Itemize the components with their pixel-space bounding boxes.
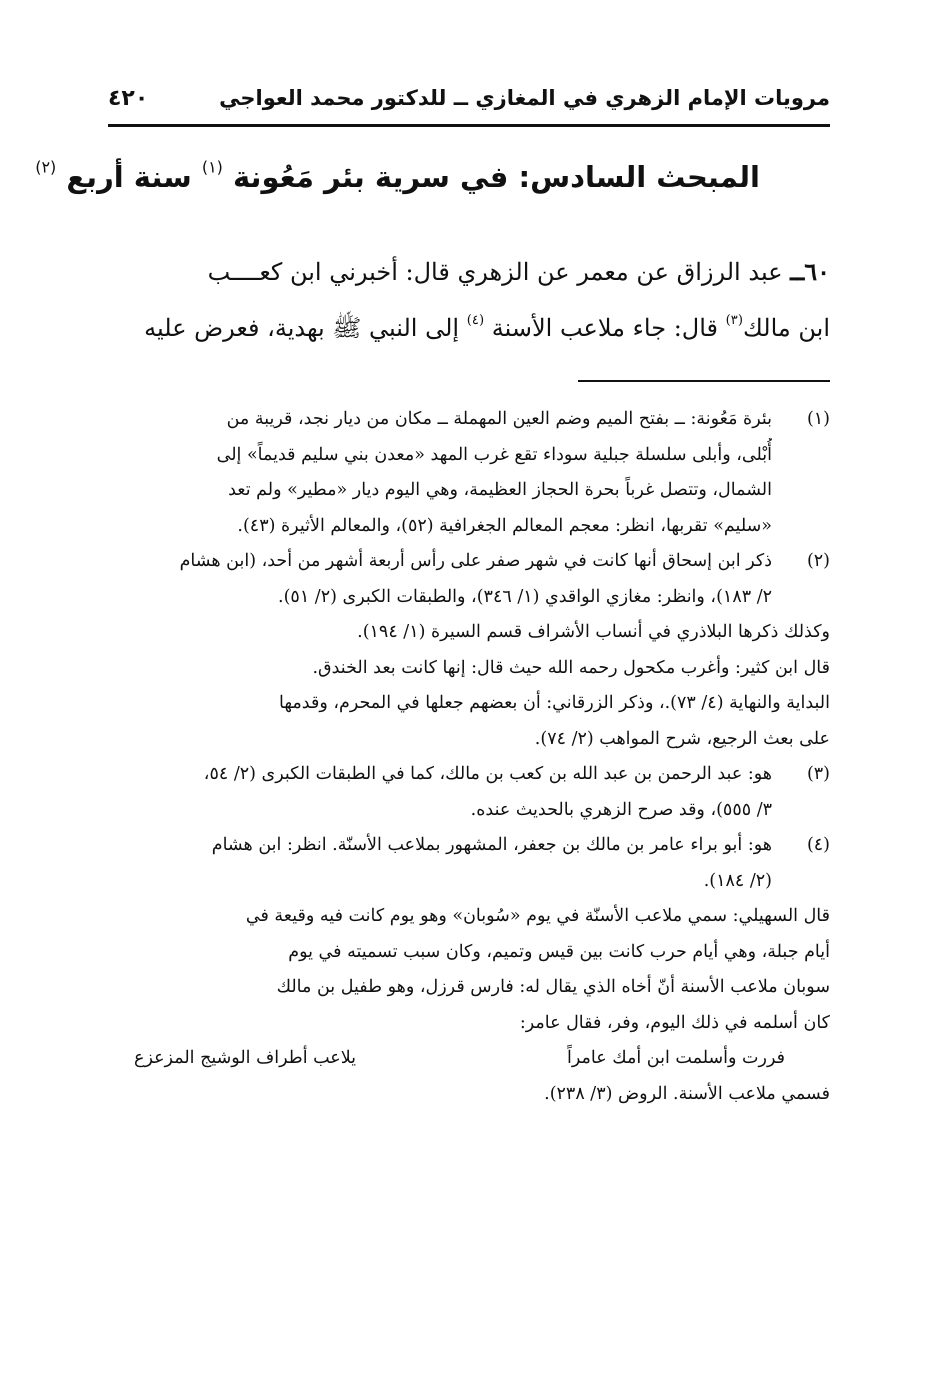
hadith-number: ٦٠ــ [790,257,830,286]
footnote-ref-4: (٤) [466,313,485,329]
main-line-1 [120,244,830,300]
footnotes [108,402,830,1112]
footnote-line: كان أسلمه في ذلك اليوم، وفر، فقال عامر: [519,1012,830,1033]
footnote-number: (٤) [806,835,830,855]
footnote-line: ذكر ابن إسحاق أنها كانت في شهر صفر على رأس أربعة أشهر من أحد، (ابن هشام [179,551,772,571]
footnote-ref-2: (٢) [35,157,57,177]
footnote-ref-3: (٣) [725,313,744,329]
section-title-text: المبحث السادس: في سرية بئر مَعُونة [232,160,760,194]
hadith-text [120,244,830,356]
footnote-line: فسمي ملاعب الأسنة. الروض (٣/ ٢٣٨). [544,1083,830,1104]
header-rule [108,124,830,127]
footnote-4 [108,828,830,899]
footnote-number: (١) [806,409,830,429]
footnote-line: (٢/ ١٨٤). [703,870,772,891]
main-line-2-b: قال: جاء ملاعب الأسنة [491,314,718,342]
footnote-separator [578,380,830,382]
footnote-1 [108,402,830,544]
footnote-4-continuation [108,899,830,1112]
main-line-1-text: عبد الرزاق عن معمر عن الزهري قال: أخبرني ابن كعــــب [207,258,783,286]
footnote-line: بئرة مَعُونة: ــ بفتح الميم وضم العين المهملة ــ مكان من ديار نجد، قريبة من [226,409,772,429]
footnote-line: قال السهيلي: سمي ملاعب الأسنّة في يوم «سُوبان» وهو يوم كانت فيه وقيعة في [245,906,830,926]
footnote-number: (٣) [806,764,830,784]
poem-second-hemistich: يلاعب أطراف الوشيج المزعزع [134,1048,357,1068]
footnote-line: البداية والنهاية (٤/ ٧٣).، وذكر الزرقاني: أن بعضهم جعلها في المحرم، وقدمها [279,693,830,713]
section-title-year: سنة أربع [66,160,192,194]
footnote-line: هو: عبد الرحمن بن عبد الله بن كعب بن مالك، كما في الطبقات الكبرى (٢/ ٥٤، [203,764,772,784]
running-header [108,82,830,122]
page-number: ٤٢٠ [108,86,149,111]
poem-first-hemistich: فررت وأسلمت ابن أمك عامراً [567,1048,785,1068]
footnote-line: وكذلك ذكرها البلاذري في أنساب الأشراف قسم السيرة (١/ ١٩٤). [357,622,830,642]
footnote-line: على بعث الرجيع، شرح المواهب (٢/ ٧٤). [534,728,830,749]
footnote-2 [108,544,830,615]
footnote-line: قال ابن كثير: وأغرب مكحول رحمه الله حيث قال: إنها كانت بعد الخندق. [312,657,830,678]
footnote-line: ٢/ ١٨٣)، وانظر: مغازي الواقدي (١/ ٣٤٦)، والطبقات الكبرى (٢/ ٥١). [278,586,772,607]
footnote-number: (٢) [806,551,830,571]
footnote-line: ٣/ ٥٥٥)، وقد صرح الزهري بالحديث عنده. [470,799,772,820]
footnote-ref-1: (١) [201,157,223,177]
header-title: مرويات الإمام الزهري في المغازي ــ للدكتور محمد العواجي [219,86,830,110]
footnote-line: هو: أبو براء عامر بن مالك بن جعفر، المشهور بملاعب الأسنّة. انظر: ابن هشام [211,835,772,855]
footnote-line: أيام جبلة، وهي أيام حرب كانت بين قيس وتميم، وكان سبب تسميته في يوم [288,941,830,962]
main-line-2-a: ابن مالك [743,314,830,342]
poem-verse [108,1041,830,1077]
main-line-2-c: إلى النبي ﷺ بهدية، فعرض عليه [144,314,460,342]
footnote-3 [108,757,830,828]
footnote-line: سوبان ملاعب الأسنة أنّ أخاه الذي يقال له: فارس قرزل، وهو طفيل بن مالك [276,977,830,997]
footnote-line: الشمال، وتتصل غرباً بحرة الحجاز العظيمة، وهي اليوم ديار «مطير» ولم تعد [228,480,772,500]
footnote-line: «سليم» تقربها، انظر: معجم المعالم الجغرافية (٥٢)، والمعالم الأثيرة (٤٣). [237,515,772,536]
footnote-2-continuation [108,615,830,757]
main-line-2 [120,300,830,356]
section-title [35,157,760,194]
footnote-line: أُبْلى، وأبلى سلسلة جبلية سوداء تقع غرب المهد «معدن بني سليم قديماً» إلى [216,444,772,465]
